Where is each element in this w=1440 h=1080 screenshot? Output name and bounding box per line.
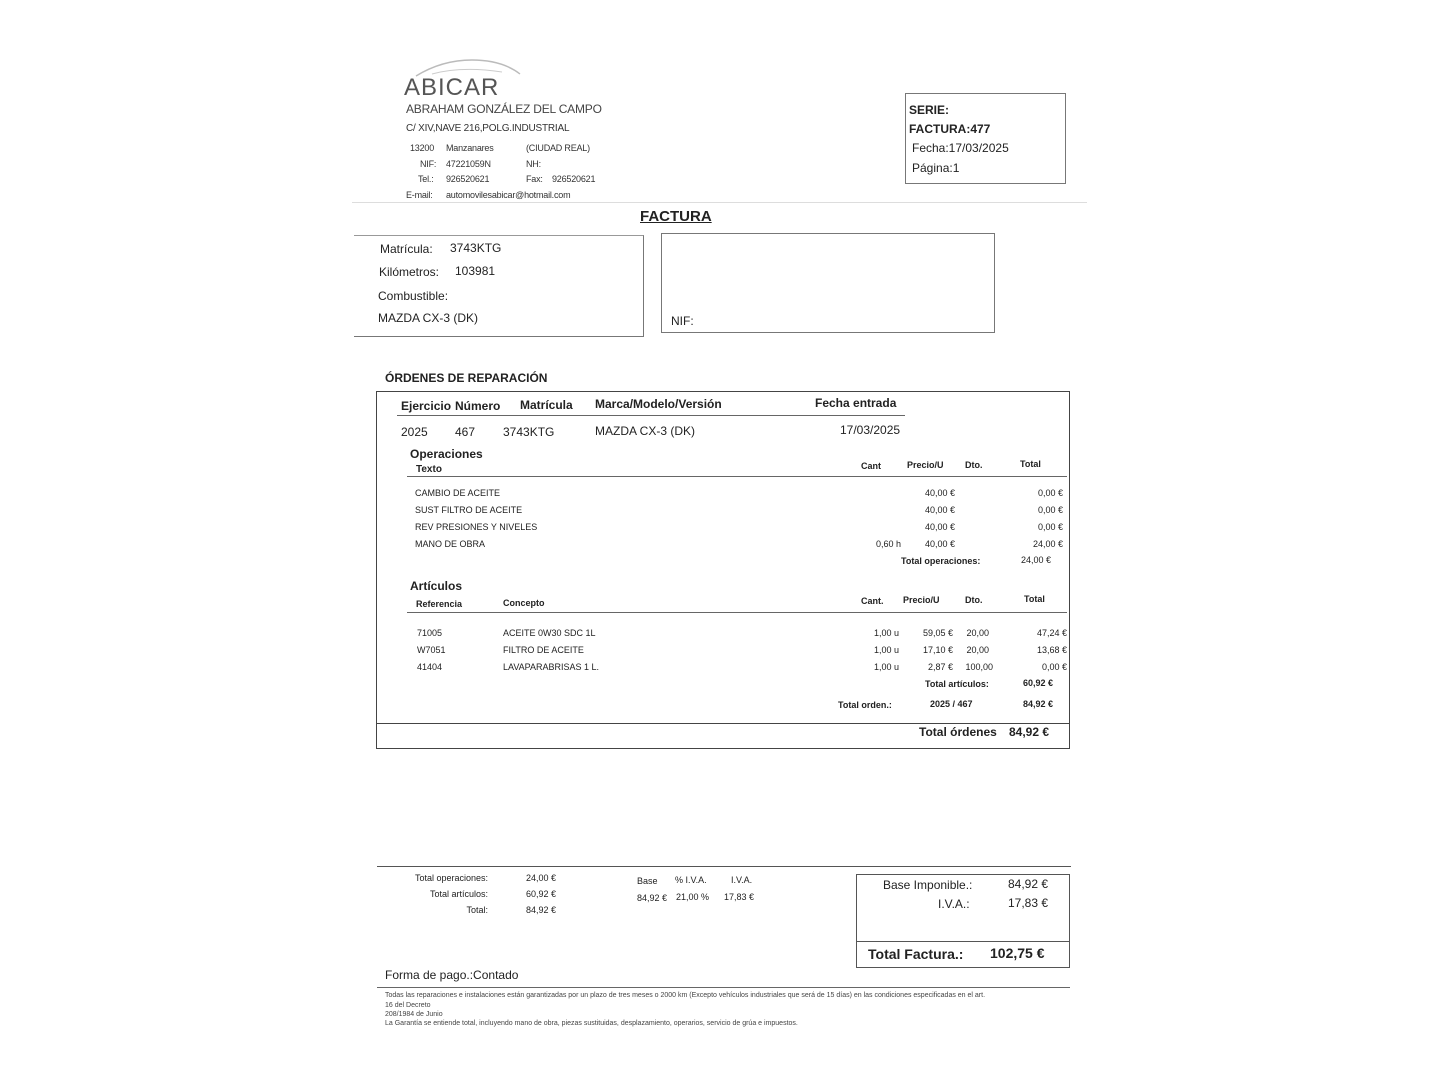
invoice-number: FACTURA:477 [909,122,991,136]
logo-text: ABICAR [404,74,500,101]
company-nif: 47221059N [446,159,491,169]
total-orden-value: 84,92 € [1022,699,1053,709]
art-cant: 1,00 u [873,645,899,655]
art-referencia: 71005 [417,628,443,638]
orders-box [376,391,1070,749]
header-divider [352,202,1087,203]
col-numero: Número [455,399,501,413]
art-referencia: W7051 [417,645,446,655]
art-total: 47,24 € [1036,628,1067,638]
article-row [377,662,1069,676]
col-matricula: Matrícula [520,398,573,412]
sum-total-value: 84,92 € [526,905,557,915]
iva-col-base: Base [637,876,658,886]
order-ejercicio: 2025 [401,425,428,439]
art-precio: 59,05 € [922,628,953,638]
sum-total-operaciones-value: 24,00 € [526,873,557,883]
sum-total-articulos-value: 60,92 € [526,889,557,899]
total-operaciones-label: Total operaciones: [901,556,981,566]
article-row [377,645,1069,659]
op-col-dto: Dto. [965,460,983,470]
matricula-value: 3743KTG [450,241,502,255]
legal-line-1: Todas las reparaciones e instalaciones están garantizadas por un plazo de tres meses o 2000 km (Excepto vehículos industriales que será de 15 días) en las condiciones especificadas en el art. [385,992,986,999]
order-marca: MAZDA CX-3 (DK) [595,424,696,438]
operation-row [377,539,1069,553]
iva-row-pct: 21,00 % [676,892,710,902]
company-name: ABRAHAM GONZÁLEZ DEL CAMPO [406,102,602,116]
matricula-label: Matrícula: [380,242,433,256]
art-dto: 100,00 [965,662,993,672]
articulos-title: Artículos [410,579,463,593]
art-concepto: FILTRO DE ACEITE [503,645,584,655]
tel-label: Tel.: [418,174,434,184]
serie-label: SERIE: [909,103,950,117]
iva-value: 17,83 € [1008,896,1049,910]
art-cant: 1,00 u [873,662,899,672]
km-value: 103981 [455,264,496,278]
col-marca: Marca/Modelo/Versión [595,397,722,411]
op-precio: 40,00 € [924,539,955,549]
art-col-concepto: Concepto [503,598,545,608]
art-col-dto: Dto. [965,595,983,605]
total-articulos-value: 60,92 € [1022,678,1053,688]
sum-total-operaciones-label: Total operaciones: [414,873,488,883]
totals-divider [857,941,1069,942]
total-operaciones-value: 24,00 € [1020,555,1051,565]
payment-method: Forma de pago.:Contado [385,968,519,982]
op-total: 0,00 € [1037,522,1063,532]
postal-code: 13200 [410,143,435,153]
totals-box [856,874,1070,968]
art-referencia: 41404 [417,662,443,672]
iva-row-base: 84,92 € [637,893,668,903]
op-header-divider [407,476,1067,477]
art-precio: 2,87 € [927,662,953,672]
invoice-date: Fecha:17/03/2025 [912,141,1009,155]
total-ordenes-value: 84,92 € [1009,725,1050,739]
document-title: FACTURA [640,208,712,225]
art-col-total: Total [1024,594,1045,604]
company-fax: 926520621 [552,174,596,184]
total-ordenes-label: Total órdenes [919,725,997,739]
op-col-precio: Precio/U [907,460,944,470]
client-box [661,233,995,333]
art-dto: 20,00 [966,628,989,638]
province: (CIUDAD REAL) [526,143,590,153]
iva-col-iva: I.V.A. [731,875,753,885]
nif2-label: NH: [526,159,541,169]
article-row [377,628,1069,642]
invoice-header-box [905,93,1066,184]
iva-label: I.V.A.: [938,897,970,911]
order-matricula: 3743KTG [503,425,555,439]
email-label: E-mail: [406,190,433,200]
operaciones-title: Operaciones [410,447,483,461]
order-fecha: 17/03/2025 [840,423,901,437]
operation-row [377,488,1069,502]
km-label: Kilómetros: [379,265,440,279]
orders-total-divider [377,723,1069,724]
operation-row [377,522,1069,536]
art-dto: 20,00 [966,645,989,655]
iva-col-pct: % I.V.A. [675,875,707,885]
vehicle-model: MAZDA CX-3 (DK) [378,311,479,325]
sum-total-articulos-label: Total artículos: [429,889,488,899]
total-orden-label: Total orden.: [838,700,892,710]
art-total: 0,00 € [1041,662,1067,672]
op-col-texto: Texto [416,464,442,475]
fax-label: Fax: [526,174,543,184]
op-col-cant: Cant [861,461,881,471]
op-precio: 40,00 € [924,522,955,532]
op-cant: 0,60 h [875,539,901,549]
client-nif-label: NIF: [671,314,694,328]
combustible-label: Combustible: [378,289,449,303]
base-imponible-value: 84,92 € [1008,877,1049,891]
orders-section-title: ÓRDENES DE REPARACIÓN [385,371,548,385]
total-factura-value: 102,75 € [990,945,1045,961]
op-col-total: Total [1020,459,1041,469]
legal-divider [377,987,1070,988]
op-precio: 40,00 € [924,488,955,498]
vehicle-box [354,235,644,337]
art-concepto: LAVAPARABRISAS 1 L. [503,662,600,672]
op-precio: 40,00 € [924,505,955,515]
legal-line-2: 16 del Decreto [385,1002,431,1009]
col-fecha: Fecha entrada [815,396,897,410]
iva-row-iva: 17,83 € [724,892,755,902]
op-texto: SUST FILTRO DE ACEITE [415,505,523,515]
legal-line-4: La Garantía se entiende total, incluyendo mano de obra, piezas sustituidas, desplazamiento, operarios, servicio de grúa e impuestos. [385,1020,798,1027]
art-concepto: ACEITE 0W30 SDC 1L [503,628,596,638]
op-total: 24,00 € [1032,539,1063,549]
summary-top-divider [377,866,1071,867]
art-precio: 17,10 € [922,645,953,655]
city: Manzanares [446,143,494,153]
total-factura-label: Total Factura.: [868,946,964,962]
order-header-divider [397,415,905,416]
art-col-referencia: Referencia [416,599,463,609]
op-texto: CAMBIO DE ACEITE [415,488,501,498]
order-numero: 467 [455,425,476,439]
art-cant: 1,00 u [873,628,899,638]
col-ejercicio: Ejercicio [401,399,452,413]
company-address: C/ XIV,NAVE 216,POLG.INDUSTRIAL [406,123,570,134]
op-texto: MANO DE OBRA [415,539,486,549]
total-orden-ref: 2025 / 467 [930,699,973,709]
sum-total-label: Total: [466,905,488,915]
company-email: automovilesabicar@hotmail.com [446,190,571,200]
company-tel: 926520621 [446,174,490,184]
art-header-divider [407,612,1067,613]
op-total: 0,00 € [1037,505,1063,515]
op-total: 0,00 € [1037,488,1063,498]
base-imponible-label: Base Imponible.: [883,878,973,892]
art-col-cant: Cant. [861,596,884,606]
operation-row [377,505,1069,519]
invoice-page: Página:1 [912,161,960,175]
art-total: 13,68 € [1036,645,1067,655]
art-col-precio: Precio/U [903,595,940,605]
total-articulos-label: Total artículos: [925,679,989,689]
legal-line-3: 208/1984 de Junio [385,1011,443,1018]
nif-label: NIF: [420,159,437,169]
op-texto: REV PRESIONES Y NIVELES [415,522,538,532]
company-logo [402,52,532,100]
